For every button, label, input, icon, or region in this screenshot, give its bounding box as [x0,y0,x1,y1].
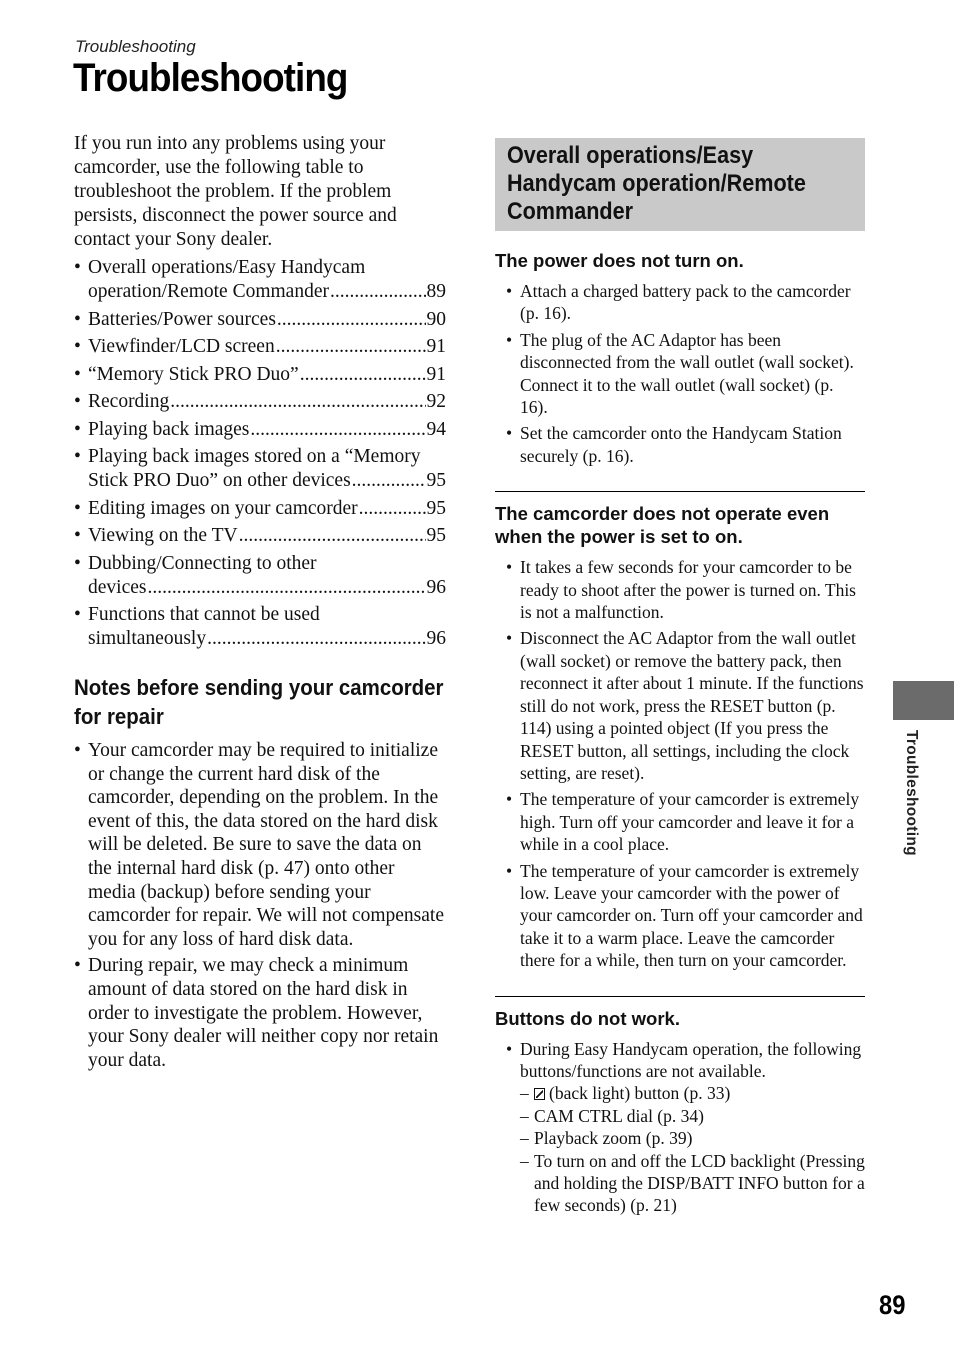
toc-page-number: 95 [426,525,446,546]
back-light-icon [534,1088,545,1100]
list-item: • The temperature of your camcorder is extremely low. Leave your camcorder with the power of your camcorder on. Turn off your camcorder and take it to a warm place. Leave the camcorder there for a while, then turn on your camcorder. [506,860,865,972]
notes-heading: Notes before sending your camcorder for repair [74,675,444,729]
list-item: • Disconnect the AC Adaptor from the wall outlet (wall socket) or remove the battery pack, then reconnect it after about 1 minute. If the functions still do not work, press the RESET button (p. 114) using a pointed object (If you press the RESET button, all settings, including the clock setting, are reset). [506,627,865,784]
toc-item-text: operation/Remote Commander [88,281,329,302]
notes-list [74,739,446,1072]
toc-item-text: • Viewfinder/LCD screen [88,336,275,357]
toc-item-text: • Dubbing/Connecting to other [88,552,317,574]
toc-item [74,308,446,332]
list-item: • Set the camcorder onto the Handycam Station securely (p. 16). [506,422,865,467]
dot-leader [330,280,426,304]
list-item: • The temperature of your camcorder is extremely high. Turn off your camcorder and leave it for a while in a cool place. [506,788,865,855]
note-item: • During repair, we may check a minimum amount of data stored on the hard disk in order to investigate the problem. However, your Sony dealer will neither copy nor retain your data. [74,954,446,1072]
toc-item [74,497,446,521]
dot-leader [300,363,426,387]
toc-item-text: • Viewing on the TV [88,525,238,546]
side-tab-marker [893,681,954,720]
toc-page-number: 96 [426,576,446,598]
list-item: • Attach a charged battery pack to the camcorder (p. 16). [506,280,865,325]
toc-item [74,390,446,414]
unavailable-functions-list [520,1082,865,1216]
toc-page-number: 95 [426,470,446,491]
toc-item [74,363,446,387]
toc-item-text: • Recording [88,391,170,412]
dot-leader [239,524,426,548]
toc-item-text: • Playing back images [88,418,250,440]
toc-list [74,256,446,651]
toc-page-number: 95 [426,497,446,519]
dot-leader [207,627,425,651]
sub-list-item: – CAM CTRL dial (p. 34) [520,1105,865,1127]
toc-item-text: Stick PRO Duo” on other devices [88,470,351,491]
running-head: Troubleshooting [75,37,196,56]
toc-item-text: • Editing images on your camcorder [88,497,358,519]
page-title: Troubleshooting [73,56,348,100]
toc-page-number: 92 [426,391,446,412]
sub-list-item [520,1082,865,1104]
dot-leader [359,497,426,521]
toc-item [74,445,446,493]
note-item: • Your camcorder may be required to initialize or change the current hard disk of the camcorder, depending on the problem. In the event of this, the data stored on the hard disk will be deleted. Be sure to save the data on the internal hard disk (p. 47) onto other media (backup) before sending your camcorder for repair. We will not compensate you for any loss of hard disk data. [74,739,446,951]
divider [495,491,865,492]
toc-page-number: 91 [426,336,446,357]
not-operate-list [495,556,865,971]
toc-item [74,603,446,651]
toc-item-text: simultaneously [88,628,207,649]
toc-page-number: 90 [426,308,446,330]
toc-page-number: 89 [426,281,446,302]
power-list [495,280,865,467]
list-item: • It takes a few seconds for your camcorder to be ready to shoot after the power is turned on. This is not a malfunction. [506,556,865,623]
section-heading-box [495,138,865,231]
list-item: • The plug of the AC Adaptor has been disconnected from the wall outlet (wall socket). Connect it to the wall outlet (wall socket) (p. 16). [506,329,865,419]
dot-leader [352,469,426,493]
toc-item-text: devices [88,576,147,598]
section-heading: Overall operations/Easy Handycam operation/Remote Commander [507,142,806,225]
list-item [506,1038,865,1217]
left-column [74,132,446,1075]
toc-page-number: 91 [426,363,446,385]
toc-item-text: • Batteries/Power sources [88,308,276,330]
dot-leader [277,308,426,332]
buttons-list [495,1038,865,1217]
dot-leader [250,418,425,442]
power-heading: The power does not turn on. [495,250,744,271]
toc-page-number: 96 [426,628,446,649]
side-tab-label: Troubleshooting [903,730,920,856]
sub-item-text: (back light) button (p. 33) [549,1083,731,1104]
toc-item [74,335,446,359]
not-operate-heading: The camcorder does not operate even when the power is set to on. [495,503,830,548]
toc-item [74,524,446,548]
dot-leader [170,390,425,414]
toc-item [74,256,446,304]
divider [495,996,865,997]
buttons-heading: Buttons do not work. [495,1007,680,1029]
page-number: 89 [879,1290,906,1320]
toc-item-text: • Playing back images stored on a “Memory [88,446,421,467]
toc-page-number: 94 [426,418,446,440]
toc-item [74,552,446,600]
dot-leader [276,335,426,359]
toc-item [74,418,446,442]
intro-paragraph: If you run into any problems using your camcorder, use the following table to troubleshoot the problem. If the problem persists, disconnect the power source and contact your Sony dealer. [74,133,397,250]
toc-item-text: • Overall operations/Easy Handycam [88,257,366,278]
sub-list-item: – Playback zoom (p. 39) [520,1127,865,1149]
toc-item-text: • Functions that cannot be used [88,604,320,625]
right-column [495,138,865,1221]
buttons-item-text: During Easy Handycam operation, the following buttons/functions are not available. [520,1038,862,1081]
sub-list-item: – To turn on and off the LCD backlight (Pressing and holding the DISP/BATT INFO button for a few seconds) (p. 21) [520,1150,865,1217]
dot-leader [147,576,425,600]
toc-item-text: • “Memory Stick PRO Duo” [88,363,299,385]
